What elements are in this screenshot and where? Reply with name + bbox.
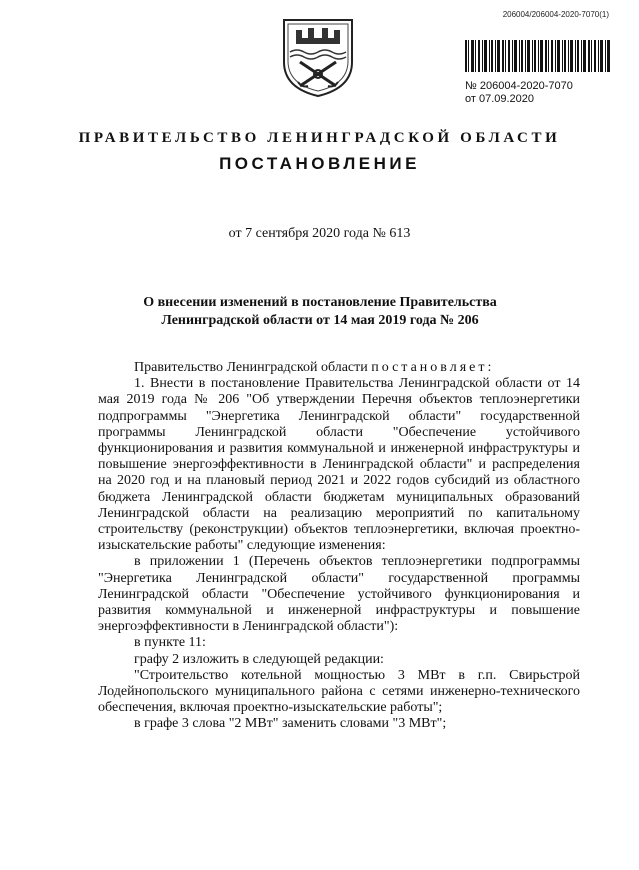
- intro-verb: постановляет:: [371, 360, 495, 375]
- intro-paragraph: [98, 360, 580, 376]
- paragraph-item-11: в пункте 11:: [134, 635, 206, 651]
- item-1-paragraph: 1. Внести в постановление Правительства Ленинградской области от 14 мая 2019 года № 206 "Об утверждении Перечня объектов теплоэнергетики подпрограммы "Энергетика Ленинградской области" государственной программы Ленинградской области "Обеспечение устойчивого функционирования и развития коммунальной и инженерной инфраструктуры и повышение энергоэффективности в Ленинградской области" и распределения на 2020 год и на плановый период 2021 и 2022 годов субсидий из областного бюджета Ленинградской области бюджетам муниципальных образований Ленинградской области на реализацию мероприятий по капитальному строительству (реконструкции) объектов теплоэнергетики, включая проектно-изыскательские работы" следующие изменения:: [98, 376, 580, 554]
- intro-prefix: Правительство Ленинградской области: [134, 360, 372, 375]
- registration-date: от 07.09.2020: [465, 93, 535, 105]
- paragraph-column-2: графу 2 изложить в следующей редакции:: [134, 651, 384, 667]
- paragraph-appendix: в приложении 1 (Перечень объектов теплоэнергетики подпрограммы "Энергетика Ленинградской области" государственной программы Ленинградской области "Обеспечение устойчивого функционирования и развития коммунальной и инженерной инфраструктуры и повышение энергоэффективности в Ленинградской области"):: [98, 554, 580, 635]
- paragraph-new-text: "Строительство котельной мощностью 3 МВт в г.п. Свирьстрой Лодейнопольского муниципального района с сетями инженерно-технического обеспечения, включая проектно-изыскательские работы";: [98, 667, 580, 716]
- registration-block: [465, 80, 573, 106]
- registration-number: № 206004-2020-7070: [465, 80, 573, 92]
- document-body: [98, 360, 580, 733]
- document-code: 206004/206004-2020-7070(1): [502, 10, 609, 19]
- document-type: ПОСТАНОВЛЕНИЕ: [219, 154, 420, 173]
- paragraph-column-3: в графе 3 слова "2 МВт" заменить словами "3 МВт";: [134, 716, 447, 732]
- coat-of-arms-icon: [278, 16, 358, 98]
- subject-line-2: Ленинградской области от 14 мая 2019 года № 206: [161, 313, 479, 328]
- government-name: ПРАВИТЕЛЬСТВО ЛЕНИНГРАДСКОЙ ОБЛАСТИ: [78, 130, 561, 146]
- barcode-icon: [465, 40, 610, 72]
- document-date-number: от 7 сентября 2020 года № 613: [228, 226, 411, 241]
- document-subject: [110, 294, 530, 330]
- subject-line-1: О внесении изменений в постановление Правительства: [143, 295, 497, 310]
